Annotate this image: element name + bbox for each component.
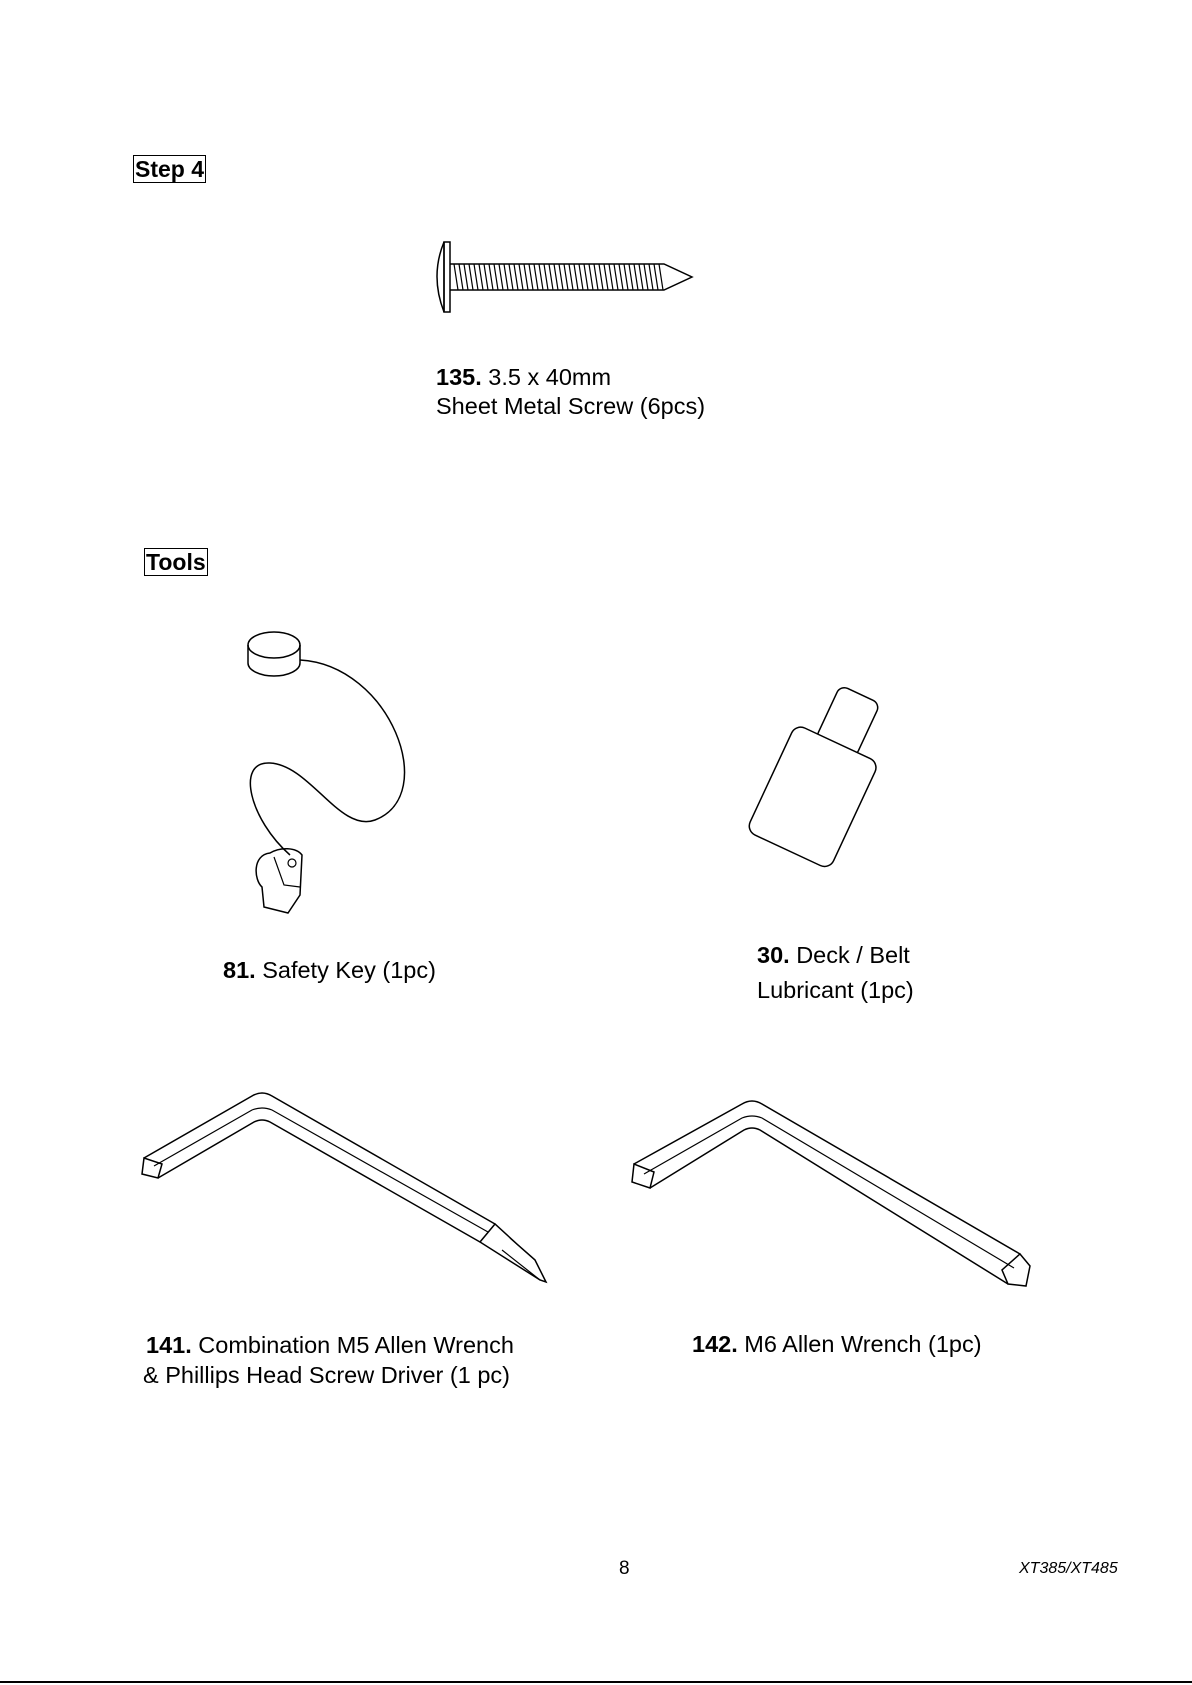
part-135-number: 135. <box>436 364 482 390</box>
part-81-number: 81. <box>223 957 256 983</box>
allen-wrench-icon <box>630 1098 1035 1290</box>
part-141-number: 141. <box>146 1332 192 1358</box>
safety-key-icon <box>240 625 430 915</box>
step-4-heading: Step 4 <box>135 156 205 182</box>
part-135-description: Sheet Metal Screw (6pcs) <box>436 393 706 419</box>
part-30-line1: Deck / Belt <box>796 942 910 968</box>
combination-allen-wrench-screwdriver-icon <box>140 1090 560 1290</box>
part-30-line2: Lubricant (1pc) <box>757 977 914 1003</box>
part-141-line2: & Phillips Head Screw Driver (1 pc) <box>143 1362 510 1388</box>
part-141-label <box>146 1330 514 1360</box>
part-30-number: 30. <box>757 942 790 968</box>
part-30-label <box>757 940 910 970</box>
part-135-label <box>436 362 611 392</box>
part-135-size: 3.5 x 40mm <box>488 364 612 390</box>
page-number: 8 <box>619 1558 630 1579</box>
part-81-description: Safety Key (1pc) <box>262 957 436 983</box>
sheet-metal-screw-icon <box>430 236 700 318</box>
model-number: XT385/XT485 <box>1019 1560 1118 1577</box>
lubricant-bottle-icon <box>755 683 895 868</box>
part-142-number: 142. <box>692 1331 738 1357</box>
part-142-description: M6 Allen Wrench (1pc) <box>744 1331 982 1357</box>
part-142-label <box>692 1329 982 1359</box>
part-141-line1: Combination M5 Allen Wrench <box>198 1332 514 1358</box>
page-bottom-rule <box>0 1681 1192 1683</box>
part-81-label <box>223 955 436 985</box>
tools-heading: Tools <box>146 549 206 575</box>
